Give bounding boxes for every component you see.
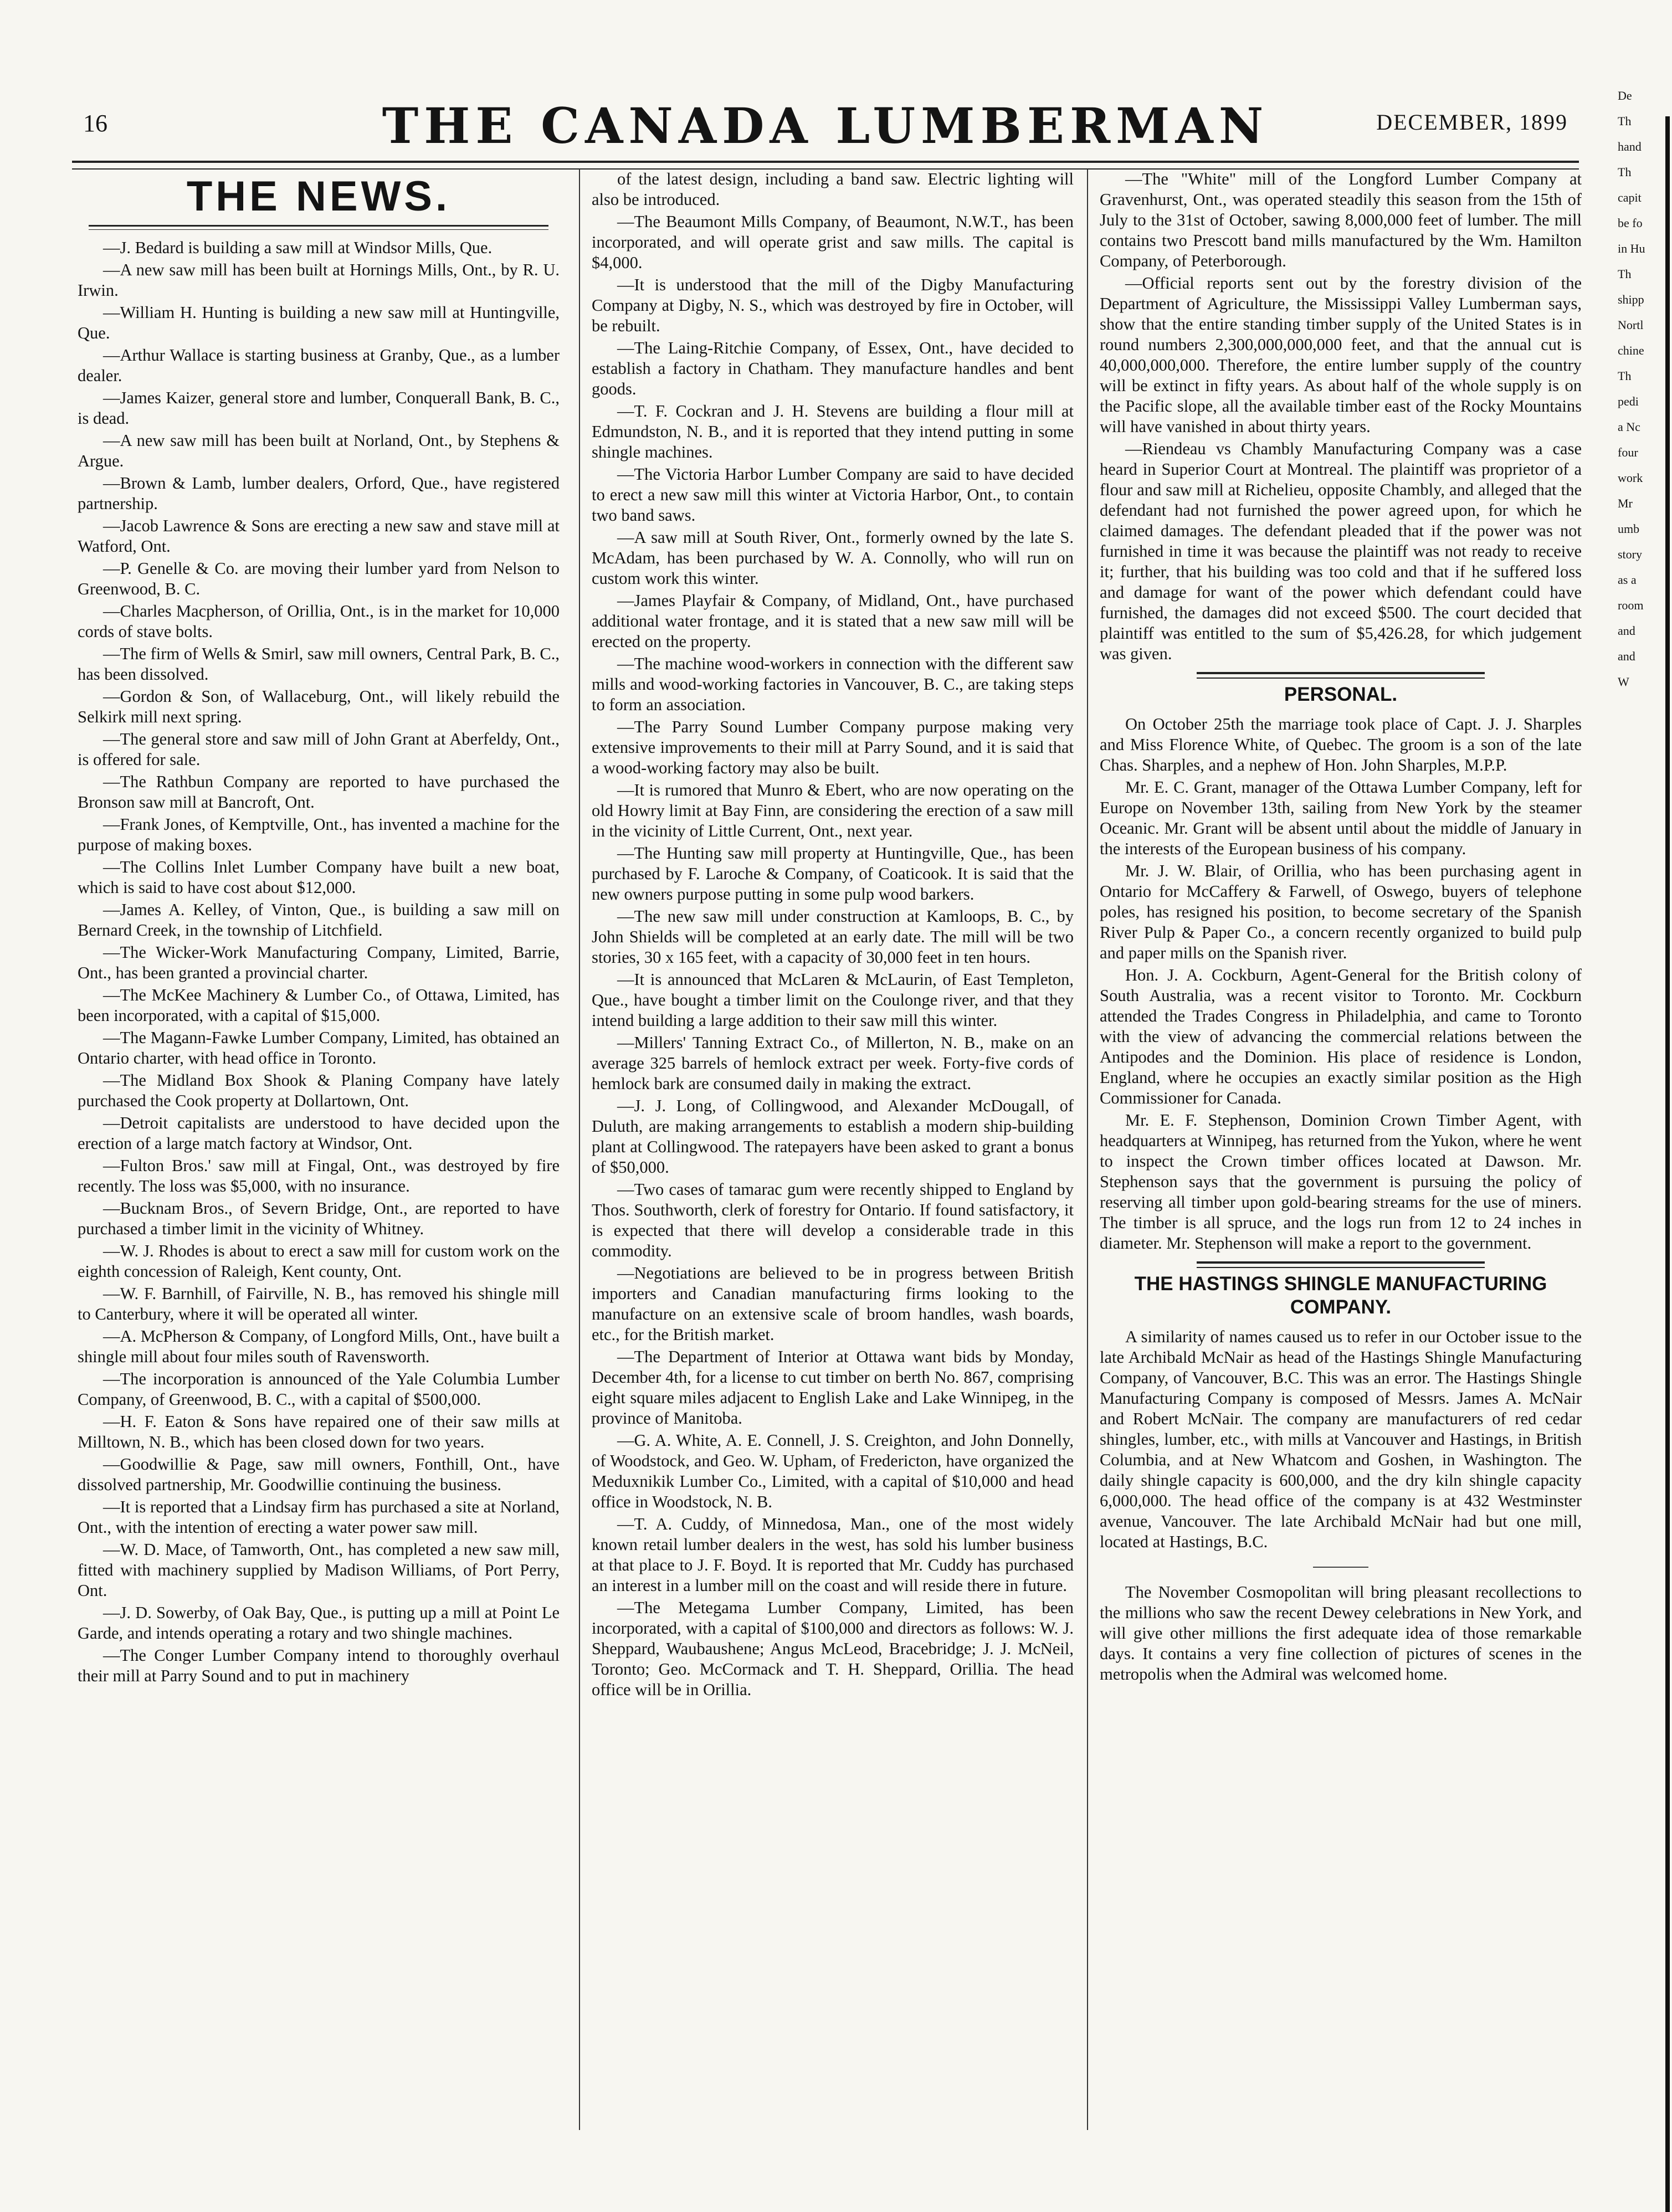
news-item: —The Midland Box Shook & Planing Company have lately purchased the Cook property at Dollartown, Ont. xyxy=(78,1071,560,1110)
edge-text-fragment: pedi xyxy=(1618,394,1639,408)
edge-text-fragment: shipp xyxy=(1618,292,1644,306)
news-item: —A new saw mill has been built at Hornings Mills, Ont., by R. U. Irwin. xyxy=(78,260,560,300)
adjacent-page-edge xyxy=(1618,83,1672,2212)
news-item: —Detroit capitalists are understood to have decided upon the erection of a large match factory at Windsor, Ont. xyxy=(78,1113,560,1153)
news-item: —Jacob Lawrence & Sons are erecting a new saw and stave mill at Watford, Ont. xyxy=(78,516,560,556)
edge-text-fragment: in Hu xyxy=(1618,242,1645,255)
section-rule xyxy=(1197,1261,1485,1268)
news-item: —A new saw mill has been built at Norland, Ont., by Stephens & Argue. xyxy=(78,431,560,470)
article-section xyxy=(1100,672,1582,1254)
news-item: —James Kaizer, general store and lumber, Conquerall Bank, B. C., is dead. xyxy=(78,388,560,428)
edge-text-fragment: Th xyxy=(1618,369,1632,383)
news-item: —The "White" mill of the Longford Lumber Company at Gravenhurst, Ont., was operated steadily this season from the 15th of July to the 31st of October, sawing 8,000,000 feet of lumber. The mill contains two Prescott band mills manufactured by the Wm. Hamilton Company, of Peterborough. xyxy=(1100,170,1582,270)
news-item: —The Beaumont Mills Company, of Beaumont, N.W.T., has been incorporated, and will operate grist and saw mills. The capital is $4,000. xyxy=(592,212,1074,272)
section-heading: THE HASTINGS SHINGLE MANUFACTURING COMPANY. xyxy=(1134,1273,1547,1318)
news-item: —The Victoria Harbor Lumber Company are said to have decided to erect a new saw mill this winter at Victoria Harbor, Ont., to contain two band saws. xyxy=(592,465,1074,525)
column-divider xyxy=(1087,169,1088,2130)
edge-text-fragment: story xyxy=(1618,547,1642,561)
news-item: —Charles Macpherson, of Orillia, Ont., is in the market for 10,000 cords of stave bolts. xyxy=(78,602,560,641)
news-item: —Goodwillie & Page, saw mill owners, Fonthill, Ont., have dissolved partnership, Mr. Goodwillie continuing the business. xyxy=(78,1455,560,1494)
news-column-1 xyxy=(78,169,560,2130)
news-item: —Frank Jones, of Kemptville, Ont., has invented a machine for the purpose of making boxes. xyxy=(78,815,560,854)
news-item: —P. Genelle & Co. are moving their lumber yard from Nelson to Greenwood, B. C. xyxy=(78,559,560,598)
article-section xyxy=(1100,169,1582,664)
news-item: —The machine wood-workers in connection with the different saw mills and wood-working factories in Vancouver, B. C., are taking steps to form an association. xyxy=(592,654,1074,714)
article-section xyxy=(1100,1261,1582,1552)
news-item: Mr. E. F. Stephenson, Dominion Crown Timber Agent, with headquarters at Winnipeg, has returned from the Yukon, where he went to inspect the Crown timber offices located at Dawson. Mr. Stephenson says that the government is pursuing the policy of reserving all timber upon gold-bearing streams for the use of miners. The timber is all spruce, and the logs run from 12 to 24 inches in diameter. Mr. Stephenson will make a report to the government. xyxy=(1100,1111,1582,1253)
news-item: —J. D. Sowerby, of Oak Bay, Que., is putting up a mill at Point Le Garde, and intends operating a rotary and two shingle machines. xyxy=(78,1603,560,1643)
news-item: —The Wicker-Work Manufacturing Company, Limited, Barrie, Ont., has been granted a provincial charter. xyxy=(78,943,560,982)
edge-text-fragment: as a xyxy=(1618,573,1637,587)
news-item: —Two cases of tamarac gum were recently shipped to England by Thos. Southworth, clerk of forestry for Ontario. If found satisfactory, it is expected that there will develop a considerable trade in this commodity. xyxy=(592,1180,1074,1260)
news-column-2 xyxy=(592,169,1074,2130)
edge-text-fragment: Th xyxy=(1618,114,1632,128)
news-item: of the latest design, including a band saw. Electric lighting will also be introduced. xyxy=(592,170,1074,209)
news-item: —The Department of Interior at Ottawa want bids by Monday, December 4th, for a license to cut timber on berth No. 867, comprising eight square miles adjacent to English Lake and Lake Winnipeg, in the province of Manitoba. xyxy=(592,1347,1074,1428)
news-item: —The incorporation is announced of the Yale Columbia Lumber Company, of Greenwood, B. C., with a capital of $500,000. xyxy=(78,1369,560,1409)
news-item: —It is rumored that Munro & Ebert, who are now operating on the old Howry limit at Bay Finn, are considering the erection of a saw mill in the vicinity of Little Current, Ont., next year. xyxy=(592,781,1074,840)
news-item: —H. F. Eaton & Sons have repaired one of their saw mills at Milltown, N. B., which has been closed down for two years. xyxy=(78,1412,560,1451)
binding-edge-bar xyxy=(1665,116,1670,2212)
edge-text-fragment: hand xyxy=(1618,140,1642,153)
news-item: —The Hunting saw mill property at Huntingville, Que., has been purchased by F. Laroche & Company, of Coaticook. It is said that the new owners purpose putting in some pulp wood barkers. xyxy=(592,844,1074,904)
news-item: —Millers' Tanning Extract Co., of Millerton, N. B., make on an average 325 barrels of hemlock extract per week. Forty-five cords of hemlock bark are consumed daily in making the extract. xyxy=(592,1033,1074,1093)
edge-text-fragment: chine xyxy=(1618,343,1644,357)
news-item: —W. D. Mace, of Tamworth, Ont., has completed a new saw mill, fitted with machinery supplied by Madison Williams, of Port Perry, Ont. xyxy=(78,1540,560,1600)
article-section xyxy=(1100,1567,1582,1685)
news-item: —W. F. Barnhill, of Fairville, N. B., has removed his shingle mill to Canterbury, where it will be operated all winter. xyxy=(78,1284,560,1323)
news-heading: THE NEWS. xyxy=(186,173,451,220)
news-item: —A saw mill at South River, Ont., formerly owned by the late S. McAdam, has been purchased by W. A. Connolly, who will run on custom work this winter. xyxy=(592,528,1074,588)
news-item: —W. J. Rhodes is about to erect a saw mill for custom work on the eighth concession of Raleigh, Kent county, Ont. xyxy=(78,1241,560,1281)
news-item: —The general store and saw mill of John Grant at Aberfeldy, Ont., is offered for sale. xyxy=(78,730,560,769)
news-item: —A. McPherson & Company, of Longford Mills, Ont., have built a shingle mill about four miles south of Ravensworth. xyxy=(78,1327,560,1366)
edge-text-fragment: Mr xyxy=(1618,496,1633,510)
news-column-3 xyxy=(1100,169,1582,2130)
news-item: —The Magann-Fawke Lumber Company, Limited, has obtained an Ontario charter, with head office in Toronto. xyxy=(78,1028,560,1067)
issue-date: DECEMBER, 1899 xyxy=(1376,110,1568,135)
edge-text-fragment: Nortl xyxy=(1618,318,1644,332)
news-item: —The McKee Machinery & Lumber Co., of Ottawa, Limited, has been incorporated, with a capital of $15,000. xyxy=(78,986,560,1025)
news-item: —The Rathbun Company are reported to have purchased the Bronson saw mill at Bancroft, Ont. xyxy=(78,772,560,812)
news-item: —The Laing-Ritchie Company, of Essex, Ont., have decided to establish a factory in Chatham. They manufacture handles and bent goods. xyxy=(592,338,1074,398)
news-item: —It is understood that the mill of the Digby Manufacturing Company at Digby, N. S., which was destroyed by fire in October, will be rebuilt. xyxy=(592,275,1074,335)
news-item: —Official reports sent out by the forestry division of the Department of Agriculture, the Mississippi Valley Lumberman says, show that the entire standing timber supply of the United States is in round numbers 2,300,000,000,000 feet, and that the annual cut is 40,000,000,000. Therefore, the entire lumber supply of the country will be extinct in fifty years. As about half of the whole supply is on the Pacific slope, all the available timber east of the Rocky Mountains will have vanished in about thirty years. xyxy=(1100,274,1582,436)
news-item: —J. Bedard is building a saw mill at Windsor Mills, Que. xyxy=(103,238,493,257)
news-item: —T. F. Cockran and J. H. Stevens are building a flour mill at Edmundston, N. B., and it is reported that they intend putting in some shingle machines. xyxy=(592,402,1074,461)
news-item: A similarity of names caused us to refer in our October issue to the late Archibald McNair as head of the Hastings Shingle Manufacturing Company, of Vancouver, B.C. This was an error. The Hastings Shingle Manufacturing Company is composed of Messrs. James A. McNair and Robert McNair. The company are manufacturers of red cedar shingles, lumber, etc., with mills at Vancouver and Hastings, in British Columbia, and at New Whatcom and Goshen, in Washington. The daily shingle capacity is 600,000, and the dry kiln shingle capacity 6,000,000. The head office of the company is at 432 Westminster avenue, Vancouver. The late Archibald McNair had but one mill, located at Hastings, B.C. xyxy=(1100,1327,1582,1551)
news-item: —James A. Kelley, of Vinton, Que., is building a saw mill on Bernard Creek, in the township of Litchfield. xyxy=(78,900,560,940)
news-item: —T. A. Cuddy, of Minnedosa, Man., one of the most widely known retail lumber dealers in the west, has sold his lumber business at that place to J. F. Boyd. It is reported that Mr. Cuddy has purchased an interest in a lumber mill on the coast and will reside there in future. xyxy=(592,1515,1074,1595)
edge-text-fragment: W xyxy=(1618,675,1629,689)
article-section xyxy=(592,169,1074,1700)
section-separator xyxy=(1313,1567,1368,1568)
edge-text-fragment: Th xyxy=(1618,267,1632,281)
edge-text-fragment: a Nc xyxy=(1618,420,1640,434)
section-heading: PERSONAL. xyxy=(1284,684,1398,705)
edge-text-fragment: umb xyxy=(1618,522,1640,536)
section-rule xyxy=(1197,672,1485,679)
news-item: Mr. J. W. Blair, of Orillia, who has been purchasing agent in Ontario for McCaffery & Farwell, of Oswego, buyers of telephone poles, has resigned his position, to become secretary of the Spanish River Pulp & Paper Co., a concern recently organized to build pulp and paper mills on the Spanish river. xyxy=(1100,861,1582,962)
article-section xyxy=(78,172,560,1686)
news-item: —The new saw mill under construction at Kamloops, B. C., by John Shields will be completed at an early date. The mill will be two stories, 30 x 165 feet, with a capacity of 30,000 feet in ten hours. xyxy=(592,907,1074,967)
news-item: —Bucknam Bros., of Severn Bridge, Ont., are reported to have purchased a timber limit in the vicinity of Whitney. xyxy=(78,1199,560,1238)
news-item: —Riendeau vs Chambly Manufacturing Company was a case heard in Superior Court at Montreal. The plaintiff was proprietor of a flour and saw mill at Richelieu, opposite Chambly, and alleged that the defendant had not furnished the power agreed upon, for which he claimed damages. The defendant pleaded that if the power was not furnished in time it was because the plaintiff was not ready to receive it; further, that his building was too cold and that if he suffered loss and damage for want of the power which defendant could have furnished, the damages did not exceed $500. The court decided that plaintiff was entitled to the sum of $5,426.28, for which judgement was given. xyxy=(1100,439,1582,663)
news-item: On October 25th the marriage took place of Capt. J. J. Sharples and Miss Florence White, of Quebec. The groom is a son of the late Chas. Sharples, and a nephew of Hon. John Sharples, M.P.P. xyxy=(1100,715,1582,774)
header-rule xyxy=(72,161,1579,170)
masthead-title: THE CANADA LUMBERMAN xyxy=(382,97,1269,155)
edge-text-fragment: De xyxy=(1618,89,1632,102)
page-number: 16 xyxy=(83,110,107,137)
news-item: The November Cosmopolitan will bring pleasant recollections to the millions who saw the recent Dewey celebrations in New York, and will give other millions the first adequate idea of those remarkable days. It contains a very fine collection of pictures of scenes in the metropolis when the Admiral was welcomed home. xyxy=(1100,1583,1582,1684)
news-item: —Gordon & Son, of Wallaceburg, Ont., will likely rebuild the Selkirk mill next spring. xyxy=(78,687,560,726)
heading-rule xyxy=(89,225,548,230)
edge-text-fragment: and xyxy=(1618,624,1635,638)
news-item: —The firm of Wells & Smirl, saw mill owners, Central Park, B. C., has been dissolved. xyxy=(78,644,560,684)
news-item: —Brown & Lamb, lumber dealers, Orford, Que., have registered partnership. xyxy=(78,474,560,513)
news-item: —It is reported that a Lindsay firm has purchased a site at Norland, Ont., with the intention of erecting a water power saw mill. xyxy=(78,1497,560,1537)
edge-text-fragment: and xyxy=(1618,649,1635,663)
news-item: —J. J. Long, of Collingwood, and Alexander McDougall, of Duluth, are making arrangements to establish a modern ship-building plant at Collingwood. The ratepayers have been asked to grant a bonus of $50,000. xyxy=(592,1096,1074,1177)
column-divider xyxy=(579,169,580,2130)
news-item: —Fulton Bros.' saw mill at Fingal, Ont., was destroyed by fire recently. The loss was $5,000, with no insurance. xyxy=(78,1156,560,1195)
edge-text-fragment: work xyxy=(1618,471,1643,485)
news-item: —Negotiations are believed to be in progress between British importers and Canadian manufacturing firms looking to the manufacture on an extensive scale of broom handles, wash boards, etc., for the British market. xyxy=(592,1264,1074,1344)
news-item: —G. A. White, A. E. Connell, J. S. Creighton, and John Donnelly, of Woodstock, and Geo. W. Upham, of Fredericton, have organized the Meduxnikik Lumber Co., Limited, with a capital of $10,000 and head office in Woodstock, N. B. xyxy=(592,1431,1074,1511)
news-item: —The Conger Lumber Company intend to thoroughly overhaul their mill at Parry Sound and to put in machinery xyxy=(78,1646,560,1685)
edge-text-fragment: capit xyxy=(1618,191,1642,204)
edge-text-fragment: room xyxy=(1618,598,1644,612)
news-item: Hon. J. A. Cockburn, Agent-General for the British colony of South Australia, was a recent visitor to Toronto. Mr. Cockburn attended the Trades Congress in Philadelphia, and came to Toronto with the view of advancing the commercial relations between the Antipodes and the Dominion. His place of residence is London, England, where he occupies an exactly similar position as the High Commissioner for Canada. xyxy=(1100,966,1582,1107)
news-item: —The Metegama Lumber Company, Limited, has been incorporated, with a capital of $100,000 and directors as follows: W. J. Sheppard, Waubaushene; Angus McLeod, Bracebridge; J. J. McNeil, Toronto; Geo. McCormack and T. H. Sheppard, Orillia. The head office will be in Orillia. xyxy=(592,1598,1074,1699)
news-item: Mr. E. C. Grant, manager of the Ottawa Lumber Company, left for Europe on November 13th, sailing from New York by the steamer Oceanic. Mr. Grant will be absent until about the middle of January in the interests of the European business of his company. xyxy=(1100,778,1582,858)
news-item: —The Collins Inlet Lumber Company have built a new boat, which is said to have cost about $12,000. xyxy=(78,858,560,897)
news-item: —The Parry Sound Lumber Company purpose making very extensive improvements to their mill at Parry Sound, and it is said that a wood-working factory may also be built. xyxy=(592,717,1074,777)
page-header xyxy=(72,97,1579,158)
edge-text-fragment: be fo xyxy=(1618,216,1643,230)
news-item: —It is announced that McLaren & McLaurin, of East Templeton, Que., have bought a timber limit on the Coulonge river, and that they intend building a large addition to their saw mill this winter. xyxy=(592,970,1074,1030)
news-item: —Arthur Wallace is starting business at Granby, Que., as a lumber dealer. xyxy=(78,346,560,385)
news-item: —James Playfair & Company, of Midland, Ont., have purchased additional water frontage, and it is stated that a new saw mill will be erected on the property. xyxy=(592,591,1074,651)
edge-text-fragment: four xyxy=(1618,445,1638,459)
news-item: —William H. Hunting is building a new saw mill at Huntingville, Que. xyxy=(78,303,560,342)
edge-text-fragment: Th xyxy=(1618,165,1632,179)
